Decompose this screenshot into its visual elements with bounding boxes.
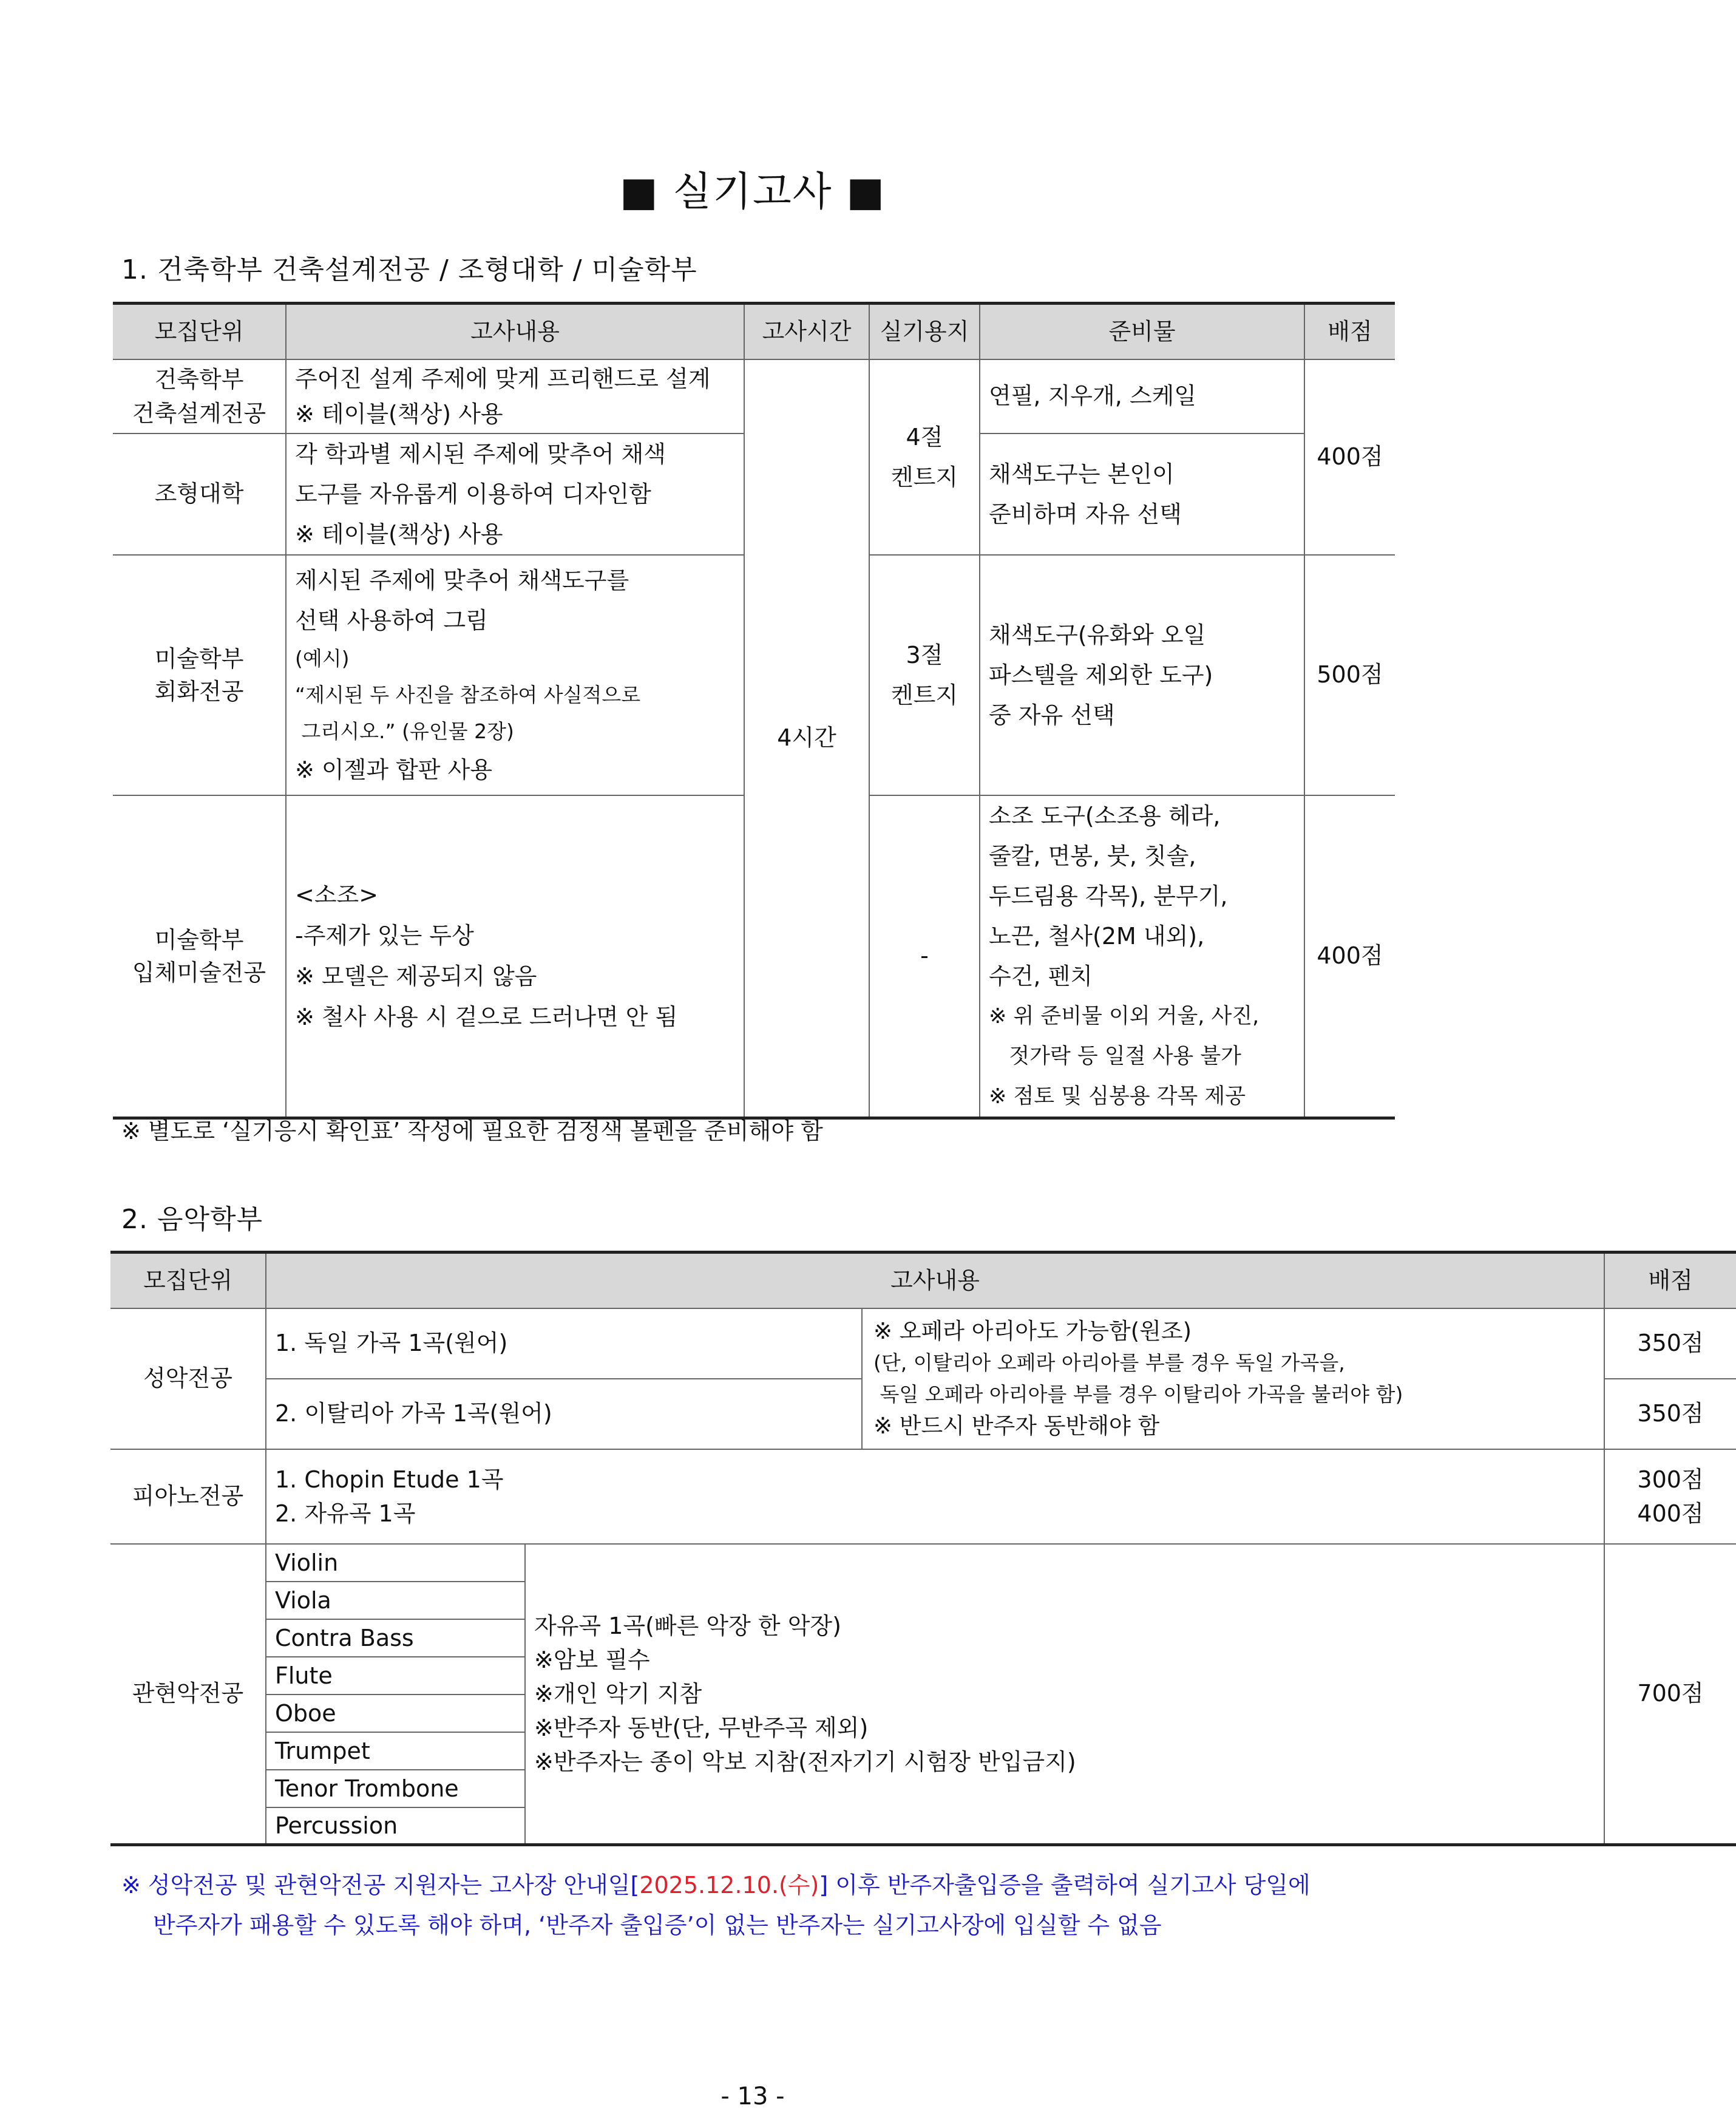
- unit-piano: 피아노전공: [110, 1449, 266, 1544]
- header-unit: 모집단위: [110, 1253, 266, 1308]
- section2-heading: 2. 음악학부: [121, 1204, 263, 1235]
- instrument-percussion: Percussion: [266, 1807, 525, 1845]
- paper-none: -: [869, 795, 980, 1118]
- supplies-design: 채색도구는 본인이 준비하며 자유 선택: [980, 433, 1304, 555]
- vocal-score-2: 350점: [1604, 1379, 1736, 1449]
- content-painting: 제시된 주제에 맞추어 채색도구를 선택 사용하여 그림 (예시) “제시된 두 사진을 참조하여 사실적으로 그리시오.” (유인물 2장) ※ 이젤과 합판 사용: [286, 555, 744, 795]
- paper-4jeol: 4절 켄트지: [869, 359, 980, 555]
- header-supplies: 준비물: [980, 304, 1304, 359]
- instrument-tenor-trombone: Tenor Trombone: [266, 1770, 525, 1807]
- table-row: [110, 1308, 1736, 1379]
- score-500: 500점: [1304, 555, 1395, 795]
- piano-scores: 300점 400점: [1604, 1449, 1736, 1544]
- page-number: - 13 -: [721, 2082, 785, 2110]
- section1-heading: 1. 건축학부 건축설계전공 / 조형대학 / 미술학부: [121, 254, 697, 285]
- exam-time: 4시간: [744, 359, 869, 1118]
- content-design: 각 학과별 제시된 주제에 맞추어 채색 도구를 자유롭게 이용하여 디자인함 ※ 테이블(책상) 사용: [286, 433, 744, 555]
- header-score: 배점: [1604, 1253, 1736, 1308]
- instrument-trumpet: Trumpet: [266, 1732, 525, 1770]
- vocal-item-1: 1. 독일 가곡 1곡(원어): [266, 1308, 862, 1379]
- vocal-notes: ※ 오페라 아리아도 가능함(원조) (단, 이탈리아 오페라 아리아를 부를 경우 독일 가곡을, 독일 오페라 아리아를 부를 경우 이탈리아 가곡을 불러야 함) ※ 반드시 반주자 동반해야 함: [862, 1308, 1604, 1449]
- score-400-a: 400점: [1304, 359, 1395, 555]
- unit-architecture: 건축학부 건축설계전공: [113, 359, 286, 433]
- instrument-oboe: Oboe: [266, 1695, 525, 1732]
- page-title: ■ 실기고사 ■: [620, 168, 886, 215]
- instrument-contra-bass: Contra Bass: [266, 1619, 525, 1657]
- supplies-painting: 채색도구(유화와 오일 파스텔을 제외한 도구) 중 자유 선택: [980, 555, 1304, 795]
- piano-items: 1. Chopin Etude 1곡 2. 자유곡 1곡: [266, 1449, 1604, 1544]
- section1-table: [113, 302, 1395, 1120]
- instrument-violin: Violin: [266, 1544, 525, 1582]
- orchestra-score: 700점: [1604, 1544, 1736, 1845]
- table-row: [113, 359, 1395, 433]
- header-paper: 실기용지: [869, 304, 980, 359]
- table-row: [110, 1544, 1736, 1582]
- unit-vocal: 성악전공: [110, 1308, 266, 1449]
- section2-note-line2: 반주자가 패용할 수 있도록 해야 하며, ‘반주자 출입증’이 없는 반주자는 실기고사장에 입실할 수 없음: [153, 1912, 1162, 1939]
- unit-sculpture: 미술학부 입체미술전공: [113, 795, 286, 1118]
- section1-note: ※ 별도로 ‘실기응시 확인표’ 작성에 필요한 검정색 볼펜을 준비해야 함: [121, 1118, 823, 1144]
- unit-painting: 미술학부 회화전공: [113, 555, 286, 795]
- score-400-b: 400점: [1304, 795, 1395, 1118]
- header-score: 배점: [1304, 304, 1395, 359]
- unit-orchestra: 관현악전공: [110, 1544, 266, 1845]
- orchestra-content: 자유곡 1곡(빠른 악장 한 악장) ※암보 필수 ※개인 악기 지참 ※반주자 동반(단, 무반주곡 제외) ※반주자는 종이 악보 지참(전자기기 시험장 반입금지): [525, 1544, 1604, 1845]
- header-content: 고사내용: [266, 1253, 1604, 1308]
- table-header-row: [113, 304, 1395, 359]
- instrument-viola: Viola: [266, 1582, 525, 1619]
- content-architecture: 주어진 설계 주제에 맞게 프리핸드로 설계 ※ 테이블(책상) 사용: [286, 359, 744, 433]
- vocal-score-1: 350점: [1604, 1308, 1736, 1379]
- supplies-architecture: 연필, 지우개, 스케일: [980, 359, 1304, 433]
- guide-date: 2025.12.10.(수): [639, 1872, 819, 1899]
- supplies-sculpture: 소조 도구(소조용 헤라, 줄칼, 면봉, 붓, 칫솔, 두드림용 각목), 분무기, 노끈, 철사(2M 내외), 수건, 펜치 ※ 위 준비물 이외 거울, 사진, 젓가락 등 일절 사용 불가 ※ 점토 및 심봉용 각목 제공: [980, 795, 1304, 1118]
- vocal-item-2: 2. 이탈리아 가곡 1곡(원어): [266, 1379, 862, 1449]
- instrument-flute: Flute: [266, 1657, 525, 1695]
- header-time: 고사시간: [744, 304, 869, 359]
- section2-table: [110, 1251, 1736, 1846]
- section2-note-line1: ※ 성악전공 및 관현악전공 지원자는 고사장 안내일[2025.12.10.(수)] 이후 반주자출입증을 출력하여 실기고사 당일에: [121, 1872, 1310, 1899]
- header-content: 고사내용: [286, 304, 744, 359]
- header-unit: 모집단위: [113, 304, 286, 359]
- content-sculpture: <소조> -주제가 있는 두상 ※ 모델은 제공되지 않음 ※ 철사 사용 시 겉으로 드러나면 안 됨: [286, 795, 744, 1118]
- unit-design: 조형대학: [113, 433, 286, 555]
- table-header-row: [110, 1253, 1736, 1308]
- table-row: [110, 1449, 1736, 1544]
- paper-3jeol: 3절 켄트지: [869, 555, 980, 795]
